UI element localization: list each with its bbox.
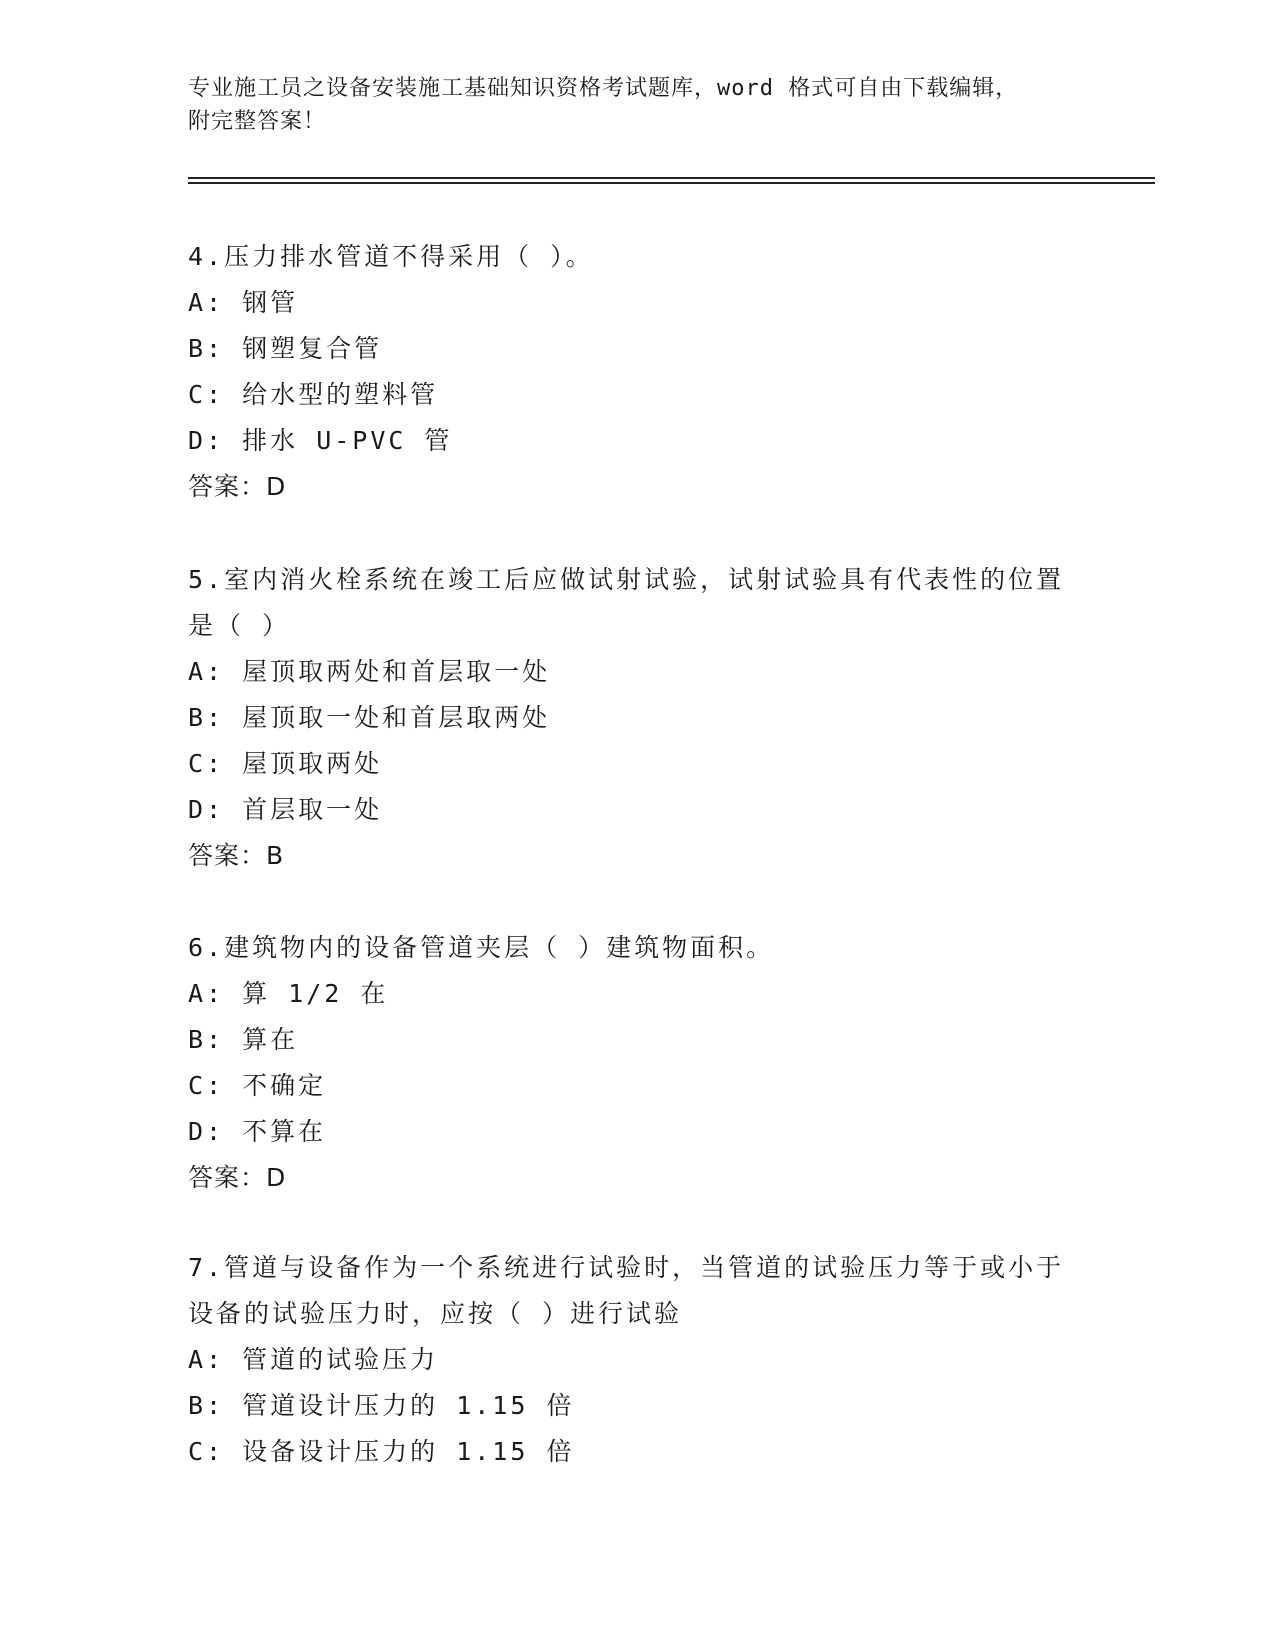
header-line-2: 附完整答案！ xyxy=(188,109,327,134)
answer: 答案：D xyxy=(188,1163,287,1192)
option-a: A: 算 1/2 在 xyxy=(188,979,389,1008)
option-d: D: 首层取一处 xyxy=(188,795,383,824)
header-line-1: 专业施工员之设备安装施工基础知识资格考试题库，word 格式可自由下载编辑， xyxy=(188,76,1019,101)
option-b: B: 钢塑复合管 xyxy=(188,334,383,363)
answer: 答案：D xyxy=(188,472,287,501)
option-d: D: 不算在 xyxy=(188,1117,327,1146)
option-b: B: 管道设计压力的 1.15 倍 xyxy=(188,1391,575,1420)
option-a: A: 管道的试验压力 xyxy=(188,1345,439,1374)
question-stem: 4.压力排水管道不得采用（ ）。 xyxy=(188,242,594,271)
answer: 答案：B xyxy=(188,841,285,870)
question-stem: 5.室内消火栓系统在竣工后应做试射试验，试射试验具有代表性的位置是（ ） xyxy=(188,565,1065,640)
option-c: C: 不确定 xyxy=(188,1071,327,1100)
header-divider-bottom xyxy=(188,182,1155,184)
option-c: C: 设备设计压力的 1.15 倍 xyxy=(188,1437,575,1466)
option-a: A: 钢管 xyxy=(188,288,299,317)
option-d: D: 排水 U-PVC 管 xyxy=(188,426,453,455)
question-stem: 7.管道与设备作为一个系统进行试验时，当管道的试验压力等于或小于设备的试验压力时，应按（ ）进行试验 xyxy=(188,1253,1065,1328)
question-6 xyxy=(188,925,1068,1201)
option-a: A: 屋顶取两处和首层取一处 xyxy=(188,657,551,686)
header-divider-top xyxy=(188,177,1155,179)
option-c: C: 屋顶取两处 xyxy=(188,749,383,778)
option-b: B: 屋顶取一处和首层取两处 xyxy=(188,703,551,732)
question-stem: 6.建筑物内的设备管道夹层（ ）建筑物面积。 xyxy=(188,933,775,962)
option-c: C: 给水型的塑料管 xyxy=(188,380,439,409)
question-7 xyxy=(188,1245,1068,1475)
document-header xyxy=(188,72,1088,138)
question-4 xyxy=(188,234,1068,510)
question-5 xyxy=(188,557,1068,879)
option-b: B: 算在 xyxy=(188,1025,299,1054)
